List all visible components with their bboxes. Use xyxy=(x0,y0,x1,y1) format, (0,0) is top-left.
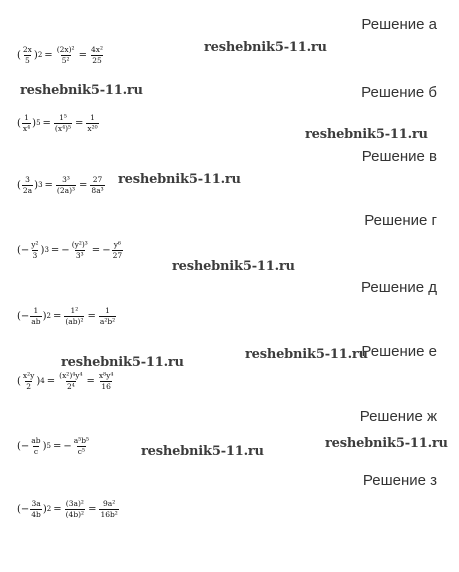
fraction: $\frac{3a}{4b}$ xyxy=(31,499,41,519)
heading-solution-d: Решение д xyxy=(361,279,437,296)
fraction: $\frac{\text{y²}}{3}$ xyxy=(31,240,39,260)
fraction: $\frac{\text{x²y}}{2}$ xyxy=(22,371,35,391)
fraction: $\frac{\text{(3a)²}}{\text{(4b)²}}$ xyxy=(65,499,85,519)
heading-solution-z: Решение з xyxy=(362,472,437,489)
heading-solution-b: Решение б xyxy=(361,84,437,101)
heading-solution-zh: Решение ж xyxy=(359,408,437,425)
fraction: $\frac{\text{1⁵}}{\text{(x⁴)⁵}}$ xyxy=(54,113,72,133)
fraction: $\frac{\text{y⁶}}{27}$ xyxy=(112,240,123,260)
equation-v: ( $\frac{3}{2a}$ ) 3 = $\frac{\text{3³}}{\text{(2a)³}}$ = $\frac{27}{\text{8a³}}$ xyxy=(17,175,104,195)
fraction: $\frac{1}{\text{x²⁰}}$ xyxy=(87,113,98,133)
fraction: $\frac{\text{1²}}{\text{(ab)²}}$ xyxy=(65,306,84,326)
equation-a: ( $\frac{2x}{5}$ ) 2 = $\frac{\text{(2x)²}}{\text{5²}}$ = $\frac{\text{4x²}}{25}$ xyxy=(17,45,103,65)
fraction: $\frac{\text{9a²}}{\text{16b²}}$ xyxy=(100,499,118,519)
fraction: $\frac{ab}{c}$ xyxy=(31,436,41,456)
fraction: $\frac{\text{(x²)⁴y⁴}}{\text{2⁴}}$ xyxy=(59,371,83,391)
equation-e: ( $\frac{\text{x²y}}{2}$ ) 4 = $\frac{\text{(x²)⁴y⁴}}{\text{2⁴}}$ = $\frac{\text{x⁸y⁴}}{16}$ xyxy=(17,371,114,391)
equation-d: (− $\frac{1}{ab}$ ) 2 = $\frac{\text{1²}}{\text{(ab)²}}$ = $\frac{1}{\text{a²b²}}$ xyxy=(17,306,116,326)
equation-z: (− $\frac{3a}{4b}$ ) 2 = $\frac{\text{(3a)²}}{\text{(4b)²}}$ = $\frac{\text{9a²}}{\text{16b²}}$ xyxy=(17,499,118,519)
watermark: reshebnik5-11.ru xyxy=(141,444,264,459)
watermark: reshebnik5-11.ru xyxy=(172,259,295,274)
equation-zh: (− $\frac{ab}{c}$ ) 5 = − $\frac{\text{a⁵b⁵}}{\text{c⁵}}$ xyxy=(17,436,90,456)
fraction: $\frac{3}{2a}$ xyxy=(22,175,33,195)
watermark: reshebnik5-11.ru xyxy=(204,40,327,55)
fraction: $\frac{1}{\text{x⁴}}$ xyxy=(22,113,31,133)
watermark: reshebnik5-11.ru xyxy=(305,127,428,142)
heading-solution-e: Решение е xyxy=(361,343,437,360)
fraction: $\frac{2x}{5}$ xyxy=(22,45,32,65)
fraction: $\frac{\text{3³}}{\text{(2a)³}}$ xyxy=(56,175,76,195)
fraction: $\frac{\text{(y²)³}}{\text{3³}}$ xyxy=(71,240,88,260)
equation-b: ( $\frac{1}{\text{x⁴}}$ ) 5 = $\frac{\text{1⁵}}{\text{(x⁴)⁵}}$ = $\frac{1}{\text{x²⁰}}$ xyxy=(17,113,98,133)
watermark: reshebnik5-11.ru xyxy=(325,436,448,451)
fraction: $\frac{\text{a⁵b⁵}}{\text{c⁵}}$ xyxy=(73,436,90,456)
heading-solution-g: Решение г xyxy=(364,212,437,229)
fraction: $\frac{\text{4x²}}{25}$ xyxy=(90,45,103,65)
heading-solution-v: Решение в xyxy=(361,148,437,165)
watermark: reshebnik5-11.ru xyxy=(245,347,368,362)
fraction: $\frac{27}{\text{8a³}}$ xyxy=(91,175,104,195)
watermark: reshebnik5-11.ru xyxy=(118,172,241,187)
watermark: reshebnik5-11.ru xyxy=(61,355,184,370)
fraction: $\frac{\text{(2x)²}}{\text{5²}}$ xyxy=(56,45,75,65)
equation-g: (− $\frac{\text{y²}}{3}$ ) 3 = − $\frac{\text{(y²)³}}{\text{3³}}$ = − $\frac{\text{y⁶}}{27}$ xyxy=(17,240,123,260)
fraction: $\frac{\text{x⁸y⁴}}{16}$ xyxy=(98,371,114,391)
fraction: $\frac{1}{ab}$ xyxy=(31,306,41,326)
watermark: reshebnik5-11.ru xyxy=(20,83,143,98)
heading-solution-a: Решение а xyxy=(361,16,437,33)
fraction: $\frac{1}{\text{a²b²}}$ xyxy=(99,306,116,326)
